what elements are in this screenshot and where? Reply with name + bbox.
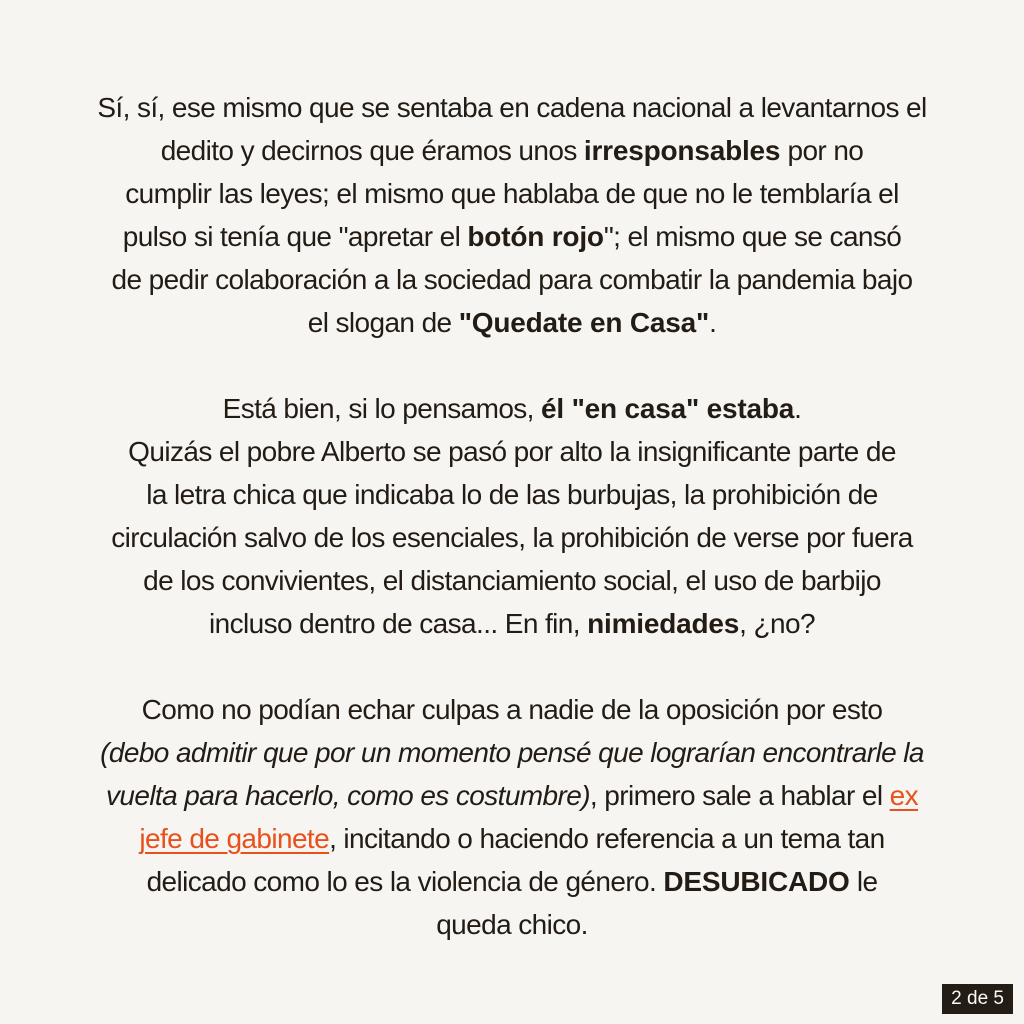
text-segment: "Quedate en Casa" (458, 307, 710, 338)
text-line (14, 86, 1010, 129)
text-line (14, 473, 1010, 516)
text-segment: Sí, sí, ese mismo que se sentaba en cadena nacional a levantarnos el (97, 92, 927, 123)
text-segment: delicado como lo es la violencia de género. (146, 866, 664, 897)
paragraph (14, 387, 1010, 645)
page-indicator-badge: 2 de 5 (942, 984, 1013, 1014)
text-line (14, 559, 1010, 602)
text-line (14, 602, 1010, 645)
text-segment: Quizás el pobre Alberto se pasó por alto la insignificante parte de (128, 436, 896, 467)
text-line (14, 817, 1010, 860)
text-segment: cumplir las leyes; el mismo que hablaba de que no le temblaría el (125, 178, 899, 209)
text-segment: . (709, 307, 717, 338)
text-line (14, 774, 1010, 817)
text-segment: pulso si tenía que "apretar el (122, 221, 468, 252)
text-segment: la letra chica que indicaba lo de las burbujas, la prohibición de (146, 479, 878, 510)
text-segment: (debo admitir que por un momento pensé que lograrían encontrarle la (100, 737, 924, 768)
text-segment: él "en casa" estaba (541, 393, 795, 424)
text-line (14, 430, 1010, 473)
text-segment: botón rojo (467, 221, 604, 252)
text-segment: por no (780, 135, 864, 166)
text-line (14, 387, 1010, 430)
text-segment: Como no podían echar culpas a nadie de la oposición por esto (141, 694, 883, 725)
text-line (14, 129, 1010, 172)
text-line (14, 903, 1010, 946)
text-segment: , ¿no? (739, 608, 815, 639)
text-segment: vuelta para hacerlo, como es costumbre) (105, 780, 590, 811)
link-ex-jefe-de-gabinete[interactable]: jefe de gabinete (139, 823, 330, 854)
text-line (14, 215, 1010, 258)
text-segment: , primero sale a hablar el (589, 780, 890, 811)
text-line (14, 258, 1010, 301)
text-segment: circulación salvo de los esenciales, la prohibición de verse por fuera (111, 522, 913, 553)
text-segment: , incitando o haciendo referencia a un tema tan (329, 823, 885, 854)
text-line (14, 731, 1010, 774)
text-segment: le (849, 866, 878, 897)
text-line (14, 301, 1010, 344)
text-segment: de los convivientes, el distanciamiento social, el uso de barbijo (143, 565, 881, 596)
text-line (14, 860, 1010, 903)
text-line (14, 172, 1010, 215)
text-segment: nimiedades (587, 608, 740, 639)
text-segment: el slogan de (307, 307, 459, 338)
text-line (14, 688, 1010, 731)
text-segment: "; el mismo que se cansó (603, 221, 902, 252)
link-ex-jefe-de-gabinete[interactable]: ex (889, 780, 919, 811)
paragraph (14, 86, 1010, 344)
text-segment: queda chico. (436, 909, 588, 940)
text-segment: incluso dentro de casa... En fin, (209, 608, 588, 639)
text-segment: dedito y decirnos que éramos unos (160, 135, 584, 166)
text-segment: irresponsables (583, 135, 781, 166)
text-segment: DESUBICADO (663, 866, 850, 897)
paragraph (14, 688, 1010, 946)
text-line (14, 516, 1010, 559)
text-segment: de pedir colaboración a la sociedad para combatir la pandemia bajo (111, 264, 913, 295)
text-segment: Está bien, si lo pensamos, (222, 393, 542, 424)
text-segment: . (794, 393, 802, 424)
